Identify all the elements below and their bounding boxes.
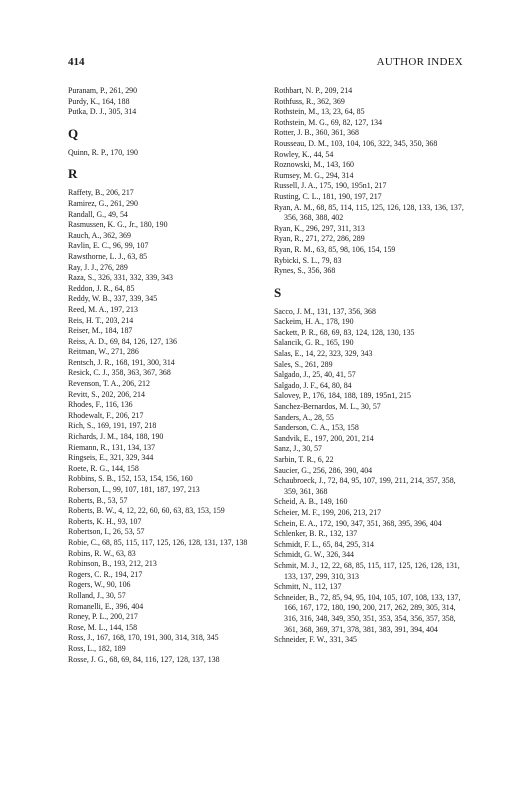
index-entry: Russell, J. A., 175, 190, 195n1, 217 <box>274 181 387 191</box>
index-column-right <box>274 86 470 646</box>
index-entry: Ramirez, G., 261, 290 <box>68 198 138 208</box>
running-title: AUTHOR INDEX <box>376 56 463 68</box>
index-entry: Rose, M. L., 144, 158 <box>68 622 138 632</box>
index-entry: Reddon, J. R., 64, 85 <box>68 283 135 293</box>
index-entry: Rasmussen, K. G., Jr., 180, 190 <box>68 220 168 230</box>
index-entry: Rothfuss, R., 362, 369 <box>274 96 345 106</box>
index-entry: Raza, S., 326, 331, 332, 339, 343 <box>68 273 173 283</box>
page-number: 414 <box>68 56 85 68</box>
index-entry: Roberts, K. H., 93, 107 <box>68 516 142 526</box>
index-entry: Rawsthorne, L. J., 63, 85 <box>68 251 148 261</box>
index-entry: Sales, S., 261, 289 <box>274 359 333 369</box>
index-entry: Salas, E., 14, 22, 323, 329, 343 <box>274 349 373 359</box>
index-entry: Sandvik, E., 197, 200, 201, 214 <box>274 433 374 443</box>
index-entry: Reiser, M., 184, 187 <box>68 326 133 336</box>
index-entry: Ringseis, E., 321, 329, 344 <box>68 453 154 463</box>
index-entry: Robertson, I., 26, 53, 57 <box>68 527 145 537</box>
index-entry: Roberson, L., 99, 107, 181, 187, 197, 213 <box>68 485 200 494</box>
section-letter: Q <box>68 125 79 141</box>
index-entry: Purdy, K., 164, 188 <box>68 96 130 106</box>
index-entry: Roberts, B. W., 4, 12, 22, 60, 60, 63, 83, 153, 159 <box>68 506 225 516</box>
index-entry: Roete, R. G., 144, 158 <box>68 463 139 473</box>
index-entry: Puranam, P., 261, 290 <box>68 86 138 95</box>
index-entry: Sanders, A., 28, 55 <box>274 412 334 422</box>
index-entry: Schmit, M. J., 12, 22, 68, 85, 115, 117, 125, 126, 128, 131, 133, 137, 299, 310, 313 <box>274 560 460 581</box>
index-entry: Rauch, A., 362, 369 <box>68 230 131 240</box>
index-entry: Rogers, C. R., 194, 217 <box>68 569 143 579</box>
index-entry: Saucier, G., 256, 286, 390, 404 <box>274 465 373 475</box>
index-entry: Rhodes, F., 116, 136 <box>68 400 133 410</box>
index-entry: Robins, R. W., 63, 83 <box>68 548 136 558</box>
index-entry: Romanelli, E., 396, 404 <box>68 601 144 611</box>
index-entry: Ross, J., 167, 168, 170, 191, 300, 314, 318, 345 <box>68 633 219 643</box>
index-entry: Quinn, R. P., 170, 190 <box>68 147 138 157</box>
index-entry: Revitt, S., 202, 206, 214 <box>68 389 145 399</box>
index-entry: Schmidt, F. L., 65, 84, 295, 314 <box>274 539 374 549</box>
index-entry: Ryan, K., 296, 297, 311, 313 <box>274 223 365 233</box>
index-entry: Riemann, R., 131, 134, 137 <box>68 442 156 452</box>
index-entry: Schneider, B., 72, 85, 94, 95, 104, 105, 107, 108, 133, 137, 166, 167, 172, 180, 190, 200, 217, 262, 289, 305, 314, 316, 316, 348, 349, 350, 351, 353, 354, 356, 357, 358, 361, 368, 369, 371, 378, 381, 383, 391, 394, 404 <box>274 592 461 634</box>
index-entry: Rybicki, S. L., 79, 83 <box>274 255 342 265</box>
index-entry: Schlenker, B. R., 132, 137 <box>274 529 358 539</box>
section-letter: R <box>68 166 78 182</box>
index-entry: Ryan, R., 271, 272, 286, 289 <box>274 234 365 244</box>
index-entry: Rich, S., 169, 191, 197, 218 <box>68 421 157 431</box>
index-entry: Roberts, B., 53, 57 <box>68 495 128 505</box>
index-entry: Sanchez-Bernardos, M. L., 30, 57 <box>274 402 381 412</box>
index-entry: Reitman, W., 271, 286 <box>68 347 139 357</box>
index-entry: Salancik, G. R., 165, 190 <box>274 338 354 348</box>
index-entry: Reed, M. A., 197, 213 <box>68 304 138 314</box>
index-entry: Reis, H. T., 203, 214 <box>68 315 134 325</box>
index-entry: Ray, J. J., 276, 289 <box>68 262 128 272</box>
index-entry: Rowley, K., 44, 54 <box>274 149 334 159</box>
index-entry: Resick, C. J., 358, 363, 367, 368 <box>68 368 171 378</box>
index-entry: Raffety, B., 206, 217 <box>68 188 134 198</box>
index-entry: Sarbin, T. R., 6, 22 <box>274 455 334 464</box>
index-entry: Sanz, J., 30, 57 <box>274 444 322 454</box>
index-entry: Rentsch, J. R., 168, 191, 300, 314 <box>68 357 175 367</box>
index-entry: Salgado, J. F., 64, 80, 84 <box>274 380 352 390</box>
index-entry: Rousseau, D. M., 103, 104, 106, 322, 345, 350, 368 <box>274 138 438 148</box>
index-entry: Roney, P. L., 200, 217 <box>68 612 138 622</box>
index-entry: Rothstein, M. G., 69, 82, 127, 134 <box>274 117 383 127</box>
index-entry: Sanderson, C. A., 153, 158 <box>274 423 359 433</box>
index-entry: Revenson, T. A., 206, 212 <box>68 379 150 389</box>
section-letter: S <box>274 284 282 300</box>
index-entry: Sackett, P. R., 68, 69, 83, 124, 128, 130, 135 <box>274 327 415 337</box>
index-entry: Reiss, A. D., 69, 84, 126, 127, 136 <box>68 336 177 346</box>
index-entry: Salovey, P., 176, 184, 188, 189, 195n1, 215 <box>274 391 411 401</box>
index-entry: Rolland, J., 30, 57 <box>68 590 126 600</box>
index-entry: Rotter, J. B., 360, 361, 368 <box>274 128 359 138</box>
index-entry: Rusting, C. L., 181, 190, 197, 217 <box>274 191 382 201</box>
page-header <box>68 56 463 68</box>
index-entry: Scheier, M. F., 199, 206, 213, 217 <box>274 507 382 517</box>
index-entry: Sackeim, H. A., 178, 190 <box>274 317 354 327</box>
index-entry: Rumsey, M. G., 294, 314 <box>274 170 354 180</box>
index-entry: Reddy, W. B., 337, 339, 345 <box>68 294 158 304</box>
index-entry: Ryan, A. M., 68, 85, 114, 115, 125, 126, 128, 133, 136, 137, 356, 368, 388, 402 <box>274 202 464 223</box>
index-entry: Sacco, J. M., 131, 137, 356, 368 <box>274 306 376 316</box>
index-entry: Schmitt, N., 112, 137 <box>274 582 342 592</box>
index-entry: Rothbart, N. P., 209, 214 <box>274 86 353 95</box>
index-entry: Rogers, W., 90, 106 <box>68 580 131 590</box>
index-entry: Scheid, A. B., 149, 160 <box>274 497 348 507</box>
index-column-left <box>68 86 264 665</box>
index-entry: Ravlin, E. C., 96, 99, 107 <box>68 241 149 251</box>
index-entry: Putka, D. J., 305, 314 <box>68 107 137 117</box>
index-entry: Rynes, S., 356, 368 <box>274 266 336 276</box>
index-entry: Roznowski, M., 143, 160 <box>274 160 355 170</box>
index-entry: Randall, G., 49, 54 <box>68 209 128 219</box>
index-entry: Schneider, F. W., 331, 345 <box>274 635 357 645</box>
index-entry: Rosse, J. G., 68, 69, 84, 116, 127, 128, 137, 138 <box>68 654 220 664</box>
index-entry: Rothstein, M., 13, 23, 64, 85 <box>274 107 365 117</box>
index-entry: Robbins, S. B., 152, 153, 154, 156, 160 <box>68 474 193 484</box>
index-entry: Schein, E. A., 172, 190, 347, 351, 368, 395, 396, 404 <box>274 518 442 528</box>
index-entry: Schmidt, G. W., 326, 344 <box>274 550 355 560</box>
index-entry: Ross, L., 182, 189 <box>68 643 126 653</box>
index-entry: Schaubroeck, J., 72, 84, 95, 107, 199, 211, 214, 357, 358, 359, 361, 368 <box>274 476 456 496</box>
index-entry: Richards, J. M., 184, 188, 190 <box>68 432 164 442</box>
index-entry: Ryan, R. M., 63, 85, 98, 106, 154, 159 <box>274 244 396 254</box>
index-entry: Salgado, J., 25, 40, 41, 57 <box>274 370 356 380</box>
index-entry: Robie, C., 68, 85, 115, 117, 125, 126, 128, 131, 137, 138 <box>68 537 248 547</box>
index-entry: Robinson, B., 193, 212, 213 <box>68 559 157 569</box>
index-entry: Rhodewalt, F., 206, 217 <box>68 410 144 420</box>
